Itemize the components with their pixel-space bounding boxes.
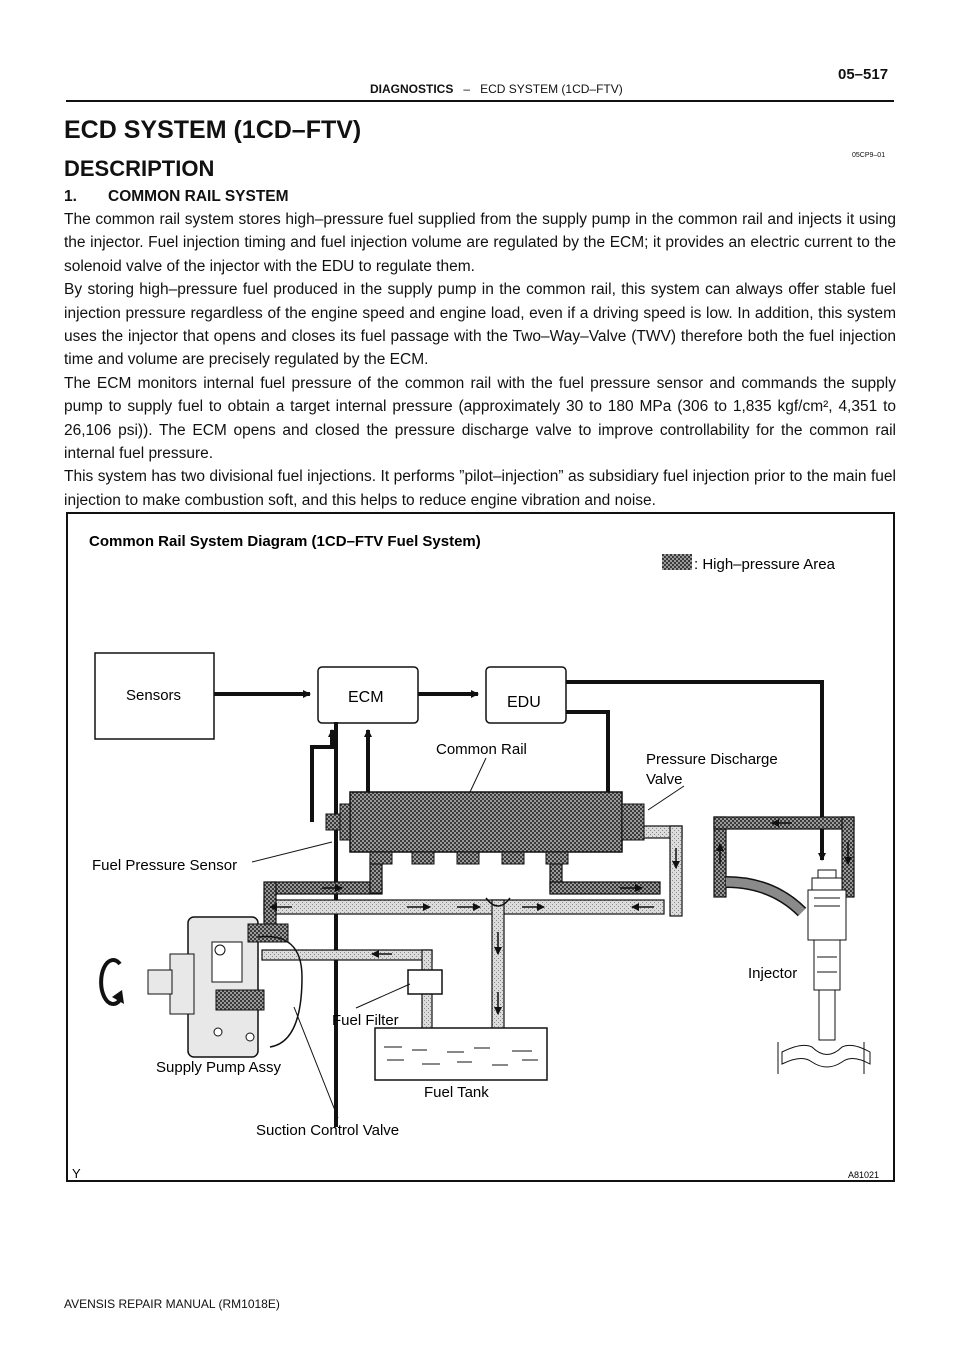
page-title: ECD SYSTEM (1CD–FTV): [64, 116, 362, 144]
subsection-number: 1.: [64, 188, 77, 205]
paragraph: This system has two divisional fuel injections. It performs ”pilot–injection” as subsidiary fuel injection prior to the main fuel injection to make combustion soft, and this helps to reduce engine vibration and noise.: [64, 468, 896, 509]
supply-pump: [148, 917, 302, 1057]
running-header: [370, 82, 623, 96]
suction-control-valve: [216, 990, 264, 1010]
supply-pump-label: Supply Pump Assy: [156, 1059, 282, 1076]
page-number: 05–517: [838, 66, 889, 83]
diagram-canvas: [68, 514, 897, 1184]
section-heading: DESCRIPTION: [64, 156, 215, 181]
pressure-discharge-valve-body: [622, 804, 644, 840]
corner-mark: Y: [72, 1166, 81, 1181]
page-footer: AVENSIS REPAIR MANUAL (RM1018E): [64, 1297, 280, 1311]
suction-control-valve-label: Suction Control Valve: [256, 1122, 400, 1139]
fuel-filter: [408, 970, 442, 994]
common-rail: [350, 792, 622, 852]
diagram-title: Common Rail System Diagram (1CD–FTV Fuel System): [89, 533, 481, 550]
edu-label: EDU: [507, 694, 541, 711]
header-category: DIAGNOSTICS: [370, 82, 454, 96]
figure-id: A81021: [848, 1170, 880, 1180]
subsection-title: COMMON RAIL SYSTEM: [108, 188, 289, 205]
legend-swatch: [662, 554, 692, 570]
doc-code: 05CP9–01: [852, 152, 886, 159]
ecm-label: ECM: [348, 689, 384, 706]
legend-label: : High–pressure Area: [694, 556, 835, 573]
fuel-tank: [375, 1028, 547, 1080]
sensors-label: Sensors: [126, 687, 182, 704]
fuel-filter-label: Fuel Filter: [332, 1012, 399, 1029]
fuel-tank-label: Fuel Tank: [424, 1084, 489, 1101]
fuel-pressure-sensor-label: Fuel Pressure Sensor: [92, 857, 238, 874]
injector-label: Injector: [748, 965, 798, 982]
common-rail-label: Common Rail: [436, 741, 527, 758]
body-text: [64, 208, 896, 512]
header-subtitle: ECD SYSTEM (1CD–FTV): [480, 82, 623, 96]
fuel-system-diagram: [66, 512, 895, 1182]
header-separator: –: [463, 82, 471, 96]
rail-outlets: [370, 852, 568, 864]
pressure-discharge-valve-label: Pressure Discharge: [646, 751, 778, 768]
paragraph: By storing high–pressure fuel produced in the supply pump in the common rail, this system can always offer stable fuel injection pressure regardless of the engine speed and engine load, even if a driving speed is low. In addition, this system uses the injector that opens and closes its fuel passage with the Two–Way–Valve (TWV) therefore both the fuel injection time and volume are precisely regulated by the ECM.: [64, 281, 896, 369]
paragraph: The common rail system stores high–pressure fuel supplied from the supply pump in the common rail and injects it using the injector. Fuel injection timing and fuel injection volume are regulated by the ECM; it provides an electric current to the solenoid valve of the injector with the EDU to regulate them.: [64, 211, 896, 275]
paragraph: The ECM monitors internal fuel pressure of the common rail with the fuel pressure sensor and commands the supply pump to supply fuel to obtain a target internal pressure (approximately 30 to 180 MPa (306 to 1,835 kgf/cm², 4,351 to 26,106 psi)). The ECM opens and closed the pressure discharge valve to improve controllability for the common rail internal fuel pressure.: [64, 374, 896, 463]
pressure-discharge-valve-label-2: Valve: [646, 771, 683, 788]
injector-feed-pipe-fill: [726, 882, 802, 912]
header-rule: [66, 100, 894, 102]
fuel-pressure-sensor-body: [326, 814, 340, 830]
subsection-heading: [64, 188, 289, 206]
rail-end-left: [340, 804, 350, 840]
